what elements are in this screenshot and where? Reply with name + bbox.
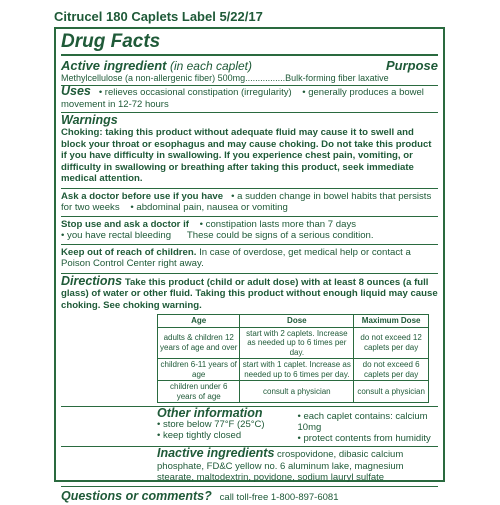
table-cell: consult a physician (354, 381, 429, 403)
leader-dots: ................ (245, 73, 286, 83)
choking-warning: Choking: taking this product without adequate fluid may cause it to swell and block your throat or esophagus and may cause choking. Do not take this product if you have difficulty in swallowing. If you experience chest pain, vomiting, or difficulty in swallowing or breathing after taking this product, seek immediate medical attention. (61, 127, 438, 189)
table-cell: do not exceed 6 caplets per day (354, 359, 429, 381)
keep-out-text: In case of overdose, get medical help or contact a Poison Control Center right away. (61, 246, 411, 269)
table-row (158, 359, 429, 381)
directions-text: Take this product (child or adult dose) with at least 8 ounces (a full glass) of water or other fluid. Taking this product without enough liquid may cause choking. See choking warning. (61, 276, 438, 311)
uses-section (61, 86, 438, 113)
table-cell: consult a physician (240, 381, 354, 403)
table-row (158, 381, 429, 403)
questions-section (61, 487, 438, 505)
table-cell: start with 1 caplet. Increase as needed up to 6 times per day. (240, 359, 354, 381)
warnings-section (61, 113, 438, 274)
table-cell: adults & children 12 years of age and over (158, 327, 240, 359)
inactive-text: crospovidone, dibasic calcium phosphate, FD&C yellow no. 6 aluminum lake, magnesium stearate, maltodextrin, povidone, sodium lauryl sulfate (157, 449, 404, 483)
table-cell: start with 2 caplets. Increase as needed up to 6 times per day. (240, 327, 354, 359)
inactive-heading: Inactive ingredients (157, 446, 275, 460)
other-information-section (61, 407, 438, 447)
active-ingredient-section (61, 56, 438, 86)
other-info-item: • each caplet contains: calcium 10mg (298, 411, 439, 433)
table-cell: children 6-11 years of age (158, 359, 240, 381)
directions-block (61, 274, 438, 315)
ask-doctor-label: Ask a doctor before use if you have (61, 190, 224, 202)
inactive-ingredients-section (61, 447, 438, 487)
directions-section (61, 274, 438, 408)
purpose-text: Bulk-forming fiber laxative (285, 73, 389, 83)
other-info-item: • store below 77°F (25°C) (157, 419, 298, 430)
table-cell: children under 6 years of age (158, 381, 240, 403)
ask-doctor-item: • a sudden change in bowel habits that persists for two weeks (61, 191, 431, 214)
uses-item: • relieves occasional constipation (irregularity) (99, 87, 292, 98)
table-header-max: Maximum Dose (354, 315, 429, 328)
uses-heading: Uses (61, 84, 91, 98)
ask-doctor-item: • abdominal pain, nausea or vomiting (130, 202, 288, 213)
table-cell: do not exceed 12 caplets per day (354, 327, 429, 359)
questions-heading: Questions or comments? (61, 488, 212, 503)
drug-facts-heading: Drug Facts (61, 31, 161, 52)
table-row (158, 327, 429, 359)
other-info-item: • keep tightly closed (157, 430, 298, 441)
warnings-heading: Warnings (61, 113, 118, 127)
uses-item: • generally produces a bowel movement in 12-72 hours (61, 87, 424, 110)
stop-use-item: • constipation lasts more than 7 days (200, 219, 356, 230)
directions-heading: Directions (61, 273, 123, 288)
active-ingredient-sub: (in each caplet) (169, 59, 252, 73)
questions-phone: call toll-free 1-800-897-6081 (219, 491, 339, 503)
table-header-dose: Dose (240, 315, 354, 328)
table-header-age: Age (158, 315, 240, 328)
ingredient-line (61, 73, 438, 85)
purpose-heading: Purpose (385, 58, 438, 73)
keep-out-block (61, 245, 438, 273)
stop-use-block (61, 217, 438, 245)
stop-use-note: These could be signs of a serious condition. (186, 230, 374, 241)
other-info-item: • protect contents from humidity (298, 433, 439, 444)
drug-facts-header (61, 29, 438, 56)
keep-out-label: Keep out of reach of children. (61, 246, 197, 258)
ingredient-name: Methylcellulose (a non-allergenic fiber) 500mg (61, 73, 246, 83)
stop-use-item: • you have rectal bleeding (61, 230, 171, 241)
other-information-heading: Other information (157, 406, 263, 420)
dosage-table (157, 314, 429, 403)
ask-doctor-block (61, 189, 438, 217)
active-ingredient-heading: Active ingredient (61, 58, 167, 73)
drug-facts-panel (54, 27, 445, 503)
label-title: Citrucel 180 Caplets Label 5/22/17 (54, 9, 263, 24)
stop-use-label: Stop use and ask a doctor if (61, 218, 189, 230)
